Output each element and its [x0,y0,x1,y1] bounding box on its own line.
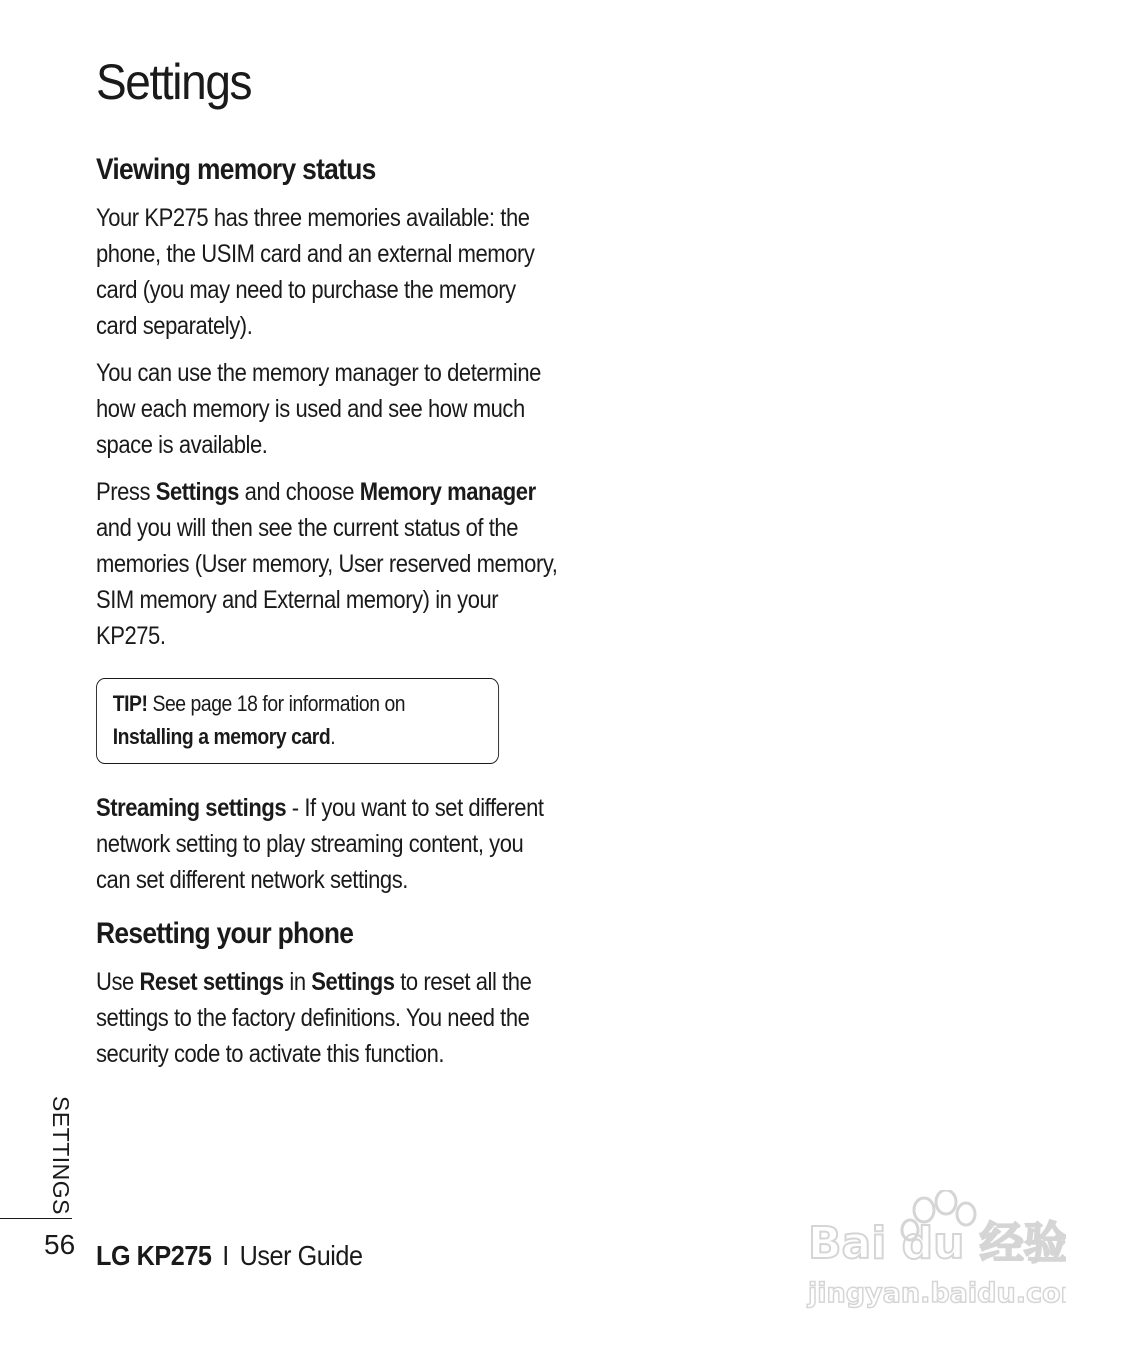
text-run: and you will then see the current status of the memories (User memory, User reserved memory, SIM memory and External memory) in your KP275. [96,514,558,650]
text-run: . [330,724,336,749]
section-heading-memory-status: Viewing memory status [96,153,376,186]
paragraph-memory-manager: You can use the memory manager to determine how each memory is used and see how much space is available. [96,359,541,459]
paragraph-streaming-settings [96,790,562,898]
paragraph-memories-available: Your KP275 has three memories available: the phone, the USIM card and an external memory card (you may need to purchase the memory card separately). [96,204,535,340]
text-run: and choose [238,478,360,506]
text-column [96,150,562,1083]
bold-term-settings: Settings [311,968,395,996]
bold-term-memory-manager: Memory manager [359,478,536,506]
paragraph-reset-settings [96,964,562,1072]
bold-term-installing-memory-card: Installing a memory card [112,724,331,749]
footer-product-name: LG KP275 [96,1240,212,1271]
watermark-url: jingyan.baidu.com [808,1278,1066,1309]
footer-separator: I [222,1240,229,1271]
baidu-watermark-logo [806,1190,1066,1320]
bold-term-streaming-settings: Streaming settings [96,794,287,822]
text-run: in [283,968,312,996]
baidu-paw-icon [806,1190,1066,1320]
bold-term-reset-settings: Reset settings [139,968,284,996]
page-number: 56 [44,1229,76,1260]
page-title: Settings [96,54,252,110]
bold-term-settings: Settings [155,478,239,506]
text-run: Press [96,478,156,506]
footer-guide-label: User Guide [239,1240,363,1271]
section-memory-status [96,150,562,898]
text-run: to reset all the settings to the factory definitions. You need the security code to activate this function. [96,968,532,1068]
text-run: See page 18 for information on [147,691,406,716]
main-content [96,150,566,1083]
tip-text [113,687,483,753]
side-divider [0,1218,72,1219]
text-run: Use [96,968,140,996]
text-run: - If you want to set different network setting to play streaming content, you can set different network settings. [96,794,544,894]
section-heading-resetting-phone: Resetting your phone [96,917,354,950]
tip-label: TIP! [112,691,148,716]
footer [96,1238,363,1274]
section-resetting-phone [96,914,562,1072]
watermark-brand: Bai du 经验 [808,1218,1066,1269]
tip-box [96,678,499,764]
side-section-label: SETTINGS [48,1096,74,1216]
paragraph-press-settings [96,474,562,654]
